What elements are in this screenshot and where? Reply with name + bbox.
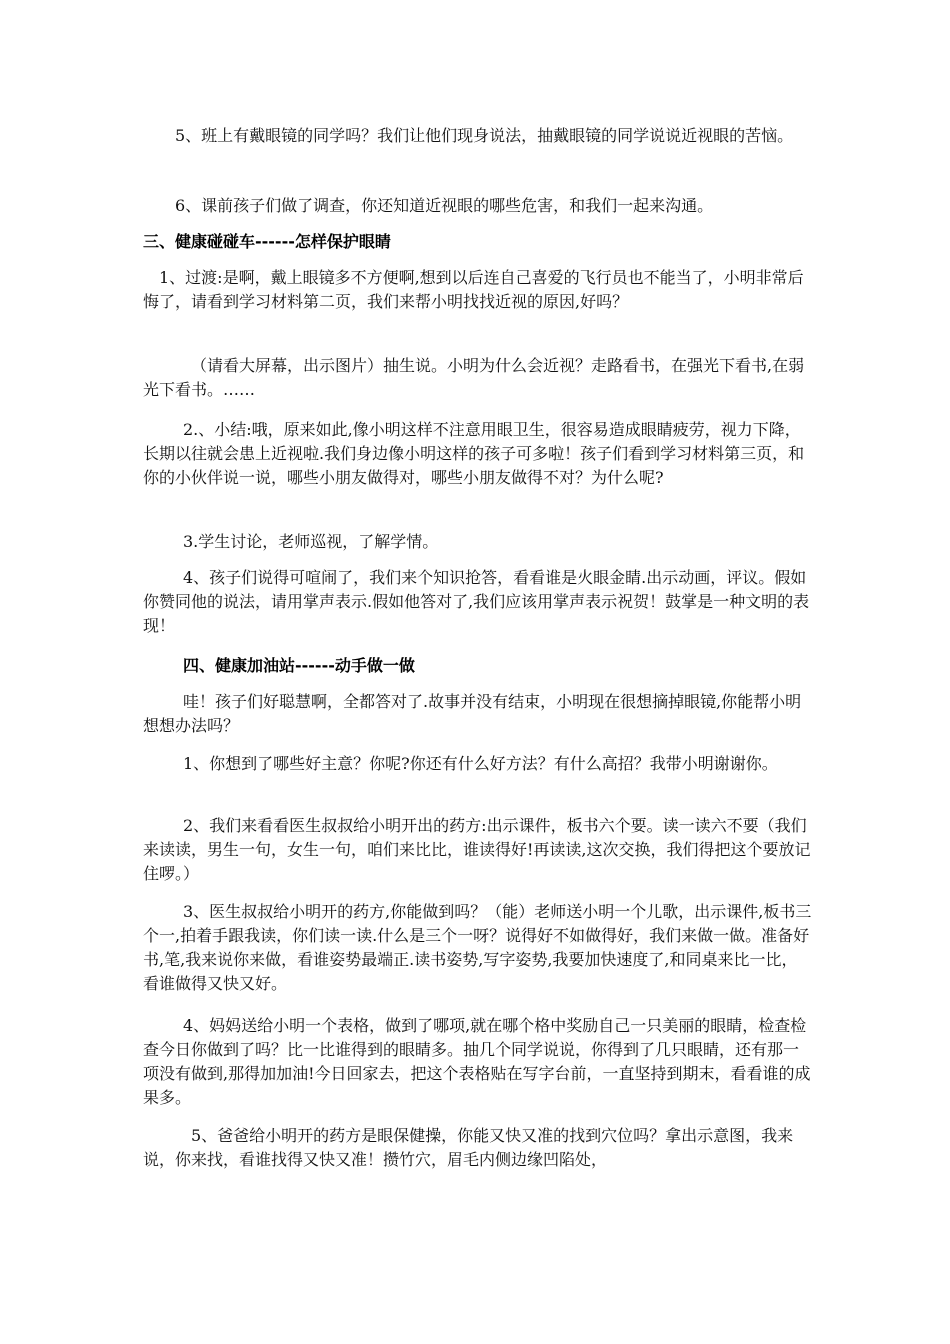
section3-paragraph-4: 4、孩子们说得可喧闹了，我们来个知识抢答，看看谁是火眼金睛.出示动画，评议。假如你赞同他的说法，请用掌声表示.假如他答对了,我们应该用掌声表示祝贺！鼓掌是一种文明的表现！ [143,568,810,635]
section3-paragraph-2: 2.、小结:哦，原来如此,像小明这样不注意用眼卫生，很容易造成眼睛疲劳，视力下降，长期以往就会患上近视啦.我们身边像小明这样的孩子可多啦！孩子们看到学习材料第三页，和你的小伙伴说一说，哪些小朋友做得对，哪些小朋友做得不对？为什么呢? [143,420,805,487]
section4-paragraph-1: 1、你想到了哪些好主意？你呢?你还有什么好方法？有什么高招？我带小明谢谢你。 [183,754,778,773]
section4-paragraph-2: 2、我们来看看医生叔叔给小明开出的药方:出示课件，板书六个要。读一读六不要（我们来读读，男生一句，女生一句，咱们来比比，谁读得好!再读读,这次交换，我们得把这个要放记住啰。） [143,816,811,883]
section3-paragraph-1: 1、过渡:是啊，戴上眼镜多不方便啊,想到以后连自己喜爱的飞行员也不能当了，小明非常后悔了，请看到学习材料第二页，我们来帮小明找找近视的原因,好吗？ [143,268,804,311]
section4-paragraph-4: 4、妈妈送给小明一个表格，做到了哪项,就在哪个格中奖励自己一只美丽的眼睛，检查检查今日你做到了吗？比一比谁得到的眼睛多。抽几个同学说说，你得到了几只眼睛，还有那一项没有做到,那得加加油!今日回家去，把这个表格贴在写字台前，一直坚持到期末，看看谁的成果多。 [143,1016,811,1107]
paragraph-item-5: 5、班上有戴眼镜的同学吗？我们让他们现身说法，抽戴眼镜的同学说说近视眼的苦恼。 [175,126,794,145]
section4-paragraph-intro: 哇！孩子们好聪慧啊，全都答对了.故事并没有结束，小明现在很想摘掉眼镜,你能帮小明想想办法吗？ [143,692,802,735]
section-heading-4: 四、健康加油站------动手做一做 [183,656,415,675]
section3-paragraph-1b: （请看大屏幕，出示图片）抽生说。小明为什么会近视？走路看书，在强光下看书,在弱光下看书。…… [143,356,805,399]
section4-paragraph-3: 3、医生叔叔给小明开的药方,你能做到吗？（能）老师送小明一个儿歌，出示课件,板书三个一,拍着手跟我读，你们读一读.什么是三个一呀？说得好不如做得好，我们来做一做。准备好书,笔,我来说你来做，看谁姿势最端正.读书姿势,写字姿势,我要加快速度了,和同桌来比一比，看谁做得又快又好。 [143,902,812,993]
paragraph-item-6: 6、课前孩子们做了调查，你还知道近视眼的哪些危害，和我们一起来沟通。 [175,196,714,215]
section3-paragraph-3: 3.学生讨论，老师巡视，了解学情。 [183,532,439,551]
section4-paragraph-5: 5、爸爸给小明开的药方是眼保健操，你能又快又准的找到穴位吗？拿出示意图，我来说，你来找，看谁找得又快又准！攒竹穴，眉毛内侧边缘凹陷处， [143,1126,794,1169]
section-heading-3: 三、健康碰碰车------怎样保护眼睛 [143,232,391,251]
